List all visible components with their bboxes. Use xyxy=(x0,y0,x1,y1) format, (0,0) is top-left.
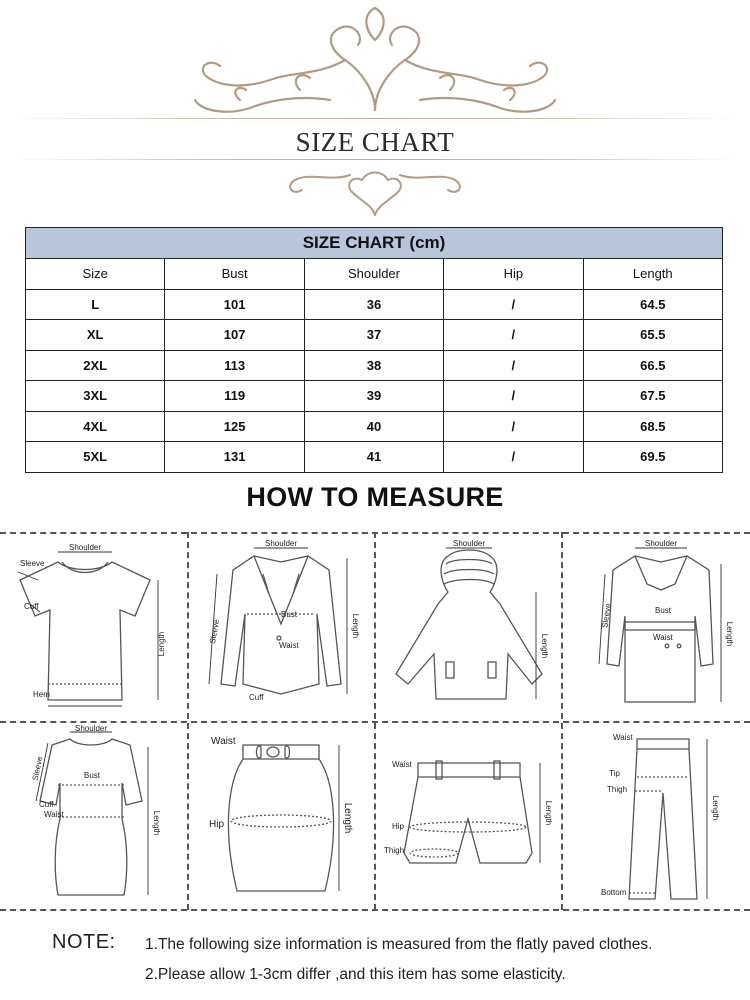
table-cell: 65.5 xyxy=(583,320,722,351)
measure-panel-cape xyxy=(376,534,560,720)
label-sleeve: Sleeve xyxy=(207,618,222,645)
label-hip: Hip xyxy=(392,822,405,831)
table-cell: 131 xyxy=(165,442,304,473)
table-cell: 39 xyxy=(304,381,443,412)
table-cell: 101 xyxy=(165,289,304,320)
label-thigh: Thigh xyxy=(607,785,628,794)
note-line-2: 2.Please allow 1-3cm differ ,and this item has some elasticity. xyxy=(145,966,566,983)
label-shoulder: Shoulder xyxy=(452,539,486,548)
table-cell: 38 xyxy=(304,350,443,381)
label-bust: Bust xyxy=(655,606,672,615)
table-cell: / xyxy=(444,381,583,412)
label-length: Length xyxy=(540,633,549,659)
table-cell: / xyxy=(444,350,583,381)
label-length: Length xyxy=(351,613,360,639)
trousers-icon xyxy=(563,723,749,908)
pencil-skirt-icon xyxy=(189,723,373,908)
label-shoulder: Shoulder xyxy=(264,539,298,548)
ornament-bottom xyxy=(0,160,750,220)
column-header-size: Size xyxy=(26,259,165,290)
table-cell: 41 xyxy=(304,442,443,473)
measure-panel-coat xyxy=(563,534,749,720)
label-sleeve: Sleeve xyxy=(20,559,45,568)
label-waist: Waist xyxy=(653,633,673,642)
table-cell: 125 xyxy=(165,411,304,442)
label-waist: Waist xyxy=(211,736,236,747)
note-line-1: 1.The following size information is measured from the flatly paved clothes. xyxy=(145,936,653,953)
table-cell: / xyxy=(444,320,583,351)
table-row xyxy=(26,381,723,412)
table-cell: 40 xyxy=(304,411,443,442)
label-tip: Tip xyxy=(609,769,620,778)
label-hip: Hip xyxy=(209,819,225,830)
size-chart-table xyxy=(25,227,723,473)
table-cell: 67.5 xyxy=(583,381,722,412)
measure-panel-trousers xyxy=(563,723,749,908)
label-thigh: Thigh xyxy=(384,846,405,855)
dress-icon xyxy=(0,723,186,908)
table-cell: L xyxy=(26,289,165,320)
label-length: Length xyxy=(711,795,720,821)
label-shoulder: Shoulder xyxy=(68,543,102,552)
label-waist: Waist xyxy=(44,810,64,819)
label-bottom: Bottom xyxy=(601,888,627,897)
measure-panel-dress xyxy=(0,723,186,908)
table-row xyxy=(26,442,723,473)
table-cell: 37 xyxy=(304,320,443,351)
label-shoulder: Shoulder xyxy=(74,724,108,733)
table-cell: / xyxy=(444,289,583,320)
column-header-hip: Hip xyxy=(444,259,583,290)
table-header-row xyxy=(26,259,723,290)
measure-panel-skirt xyxy=(189,723,373,908)
label-waist: Waist xyxy=(613,733,633,742)
column-header-shoulder: Shoulder xyxy=(304,259,443,290)
table-row xyxy=(26,320,723,351)
measure-panel-shorts xyxy=(376,723,560,908)
table-cell: 107 xyxy=(165,320,304,351)
table-cell: 4XL xyxy=(26,411,165,442)
how-to-measure-title: HOW TO MEASURE xyxy=(246,482,504,512)
table-cell: 113 xyxy=(165,350,304,381)
table-cell: / xyxy=(444,442,583,473)
table-cell: / xyxy=(444,411,583,442)
label-hem: Hem xyxy=(33,690,50,699)
table-row xyxy=(26,411,723,442)
table-cell: 5XL xyxy=(26,442,165,473)
fur-hood-cape-icon xyxy=(376,534,560,720)
table-cell: 119 xyxy=(165,381,304,412)
shorts-icon xyxy=(376,723,560,908)
page-title: SIZE CHART xyxy=(295,127,455,157)
label-length: Length xyxy=(725,621,734,647)
label-length: Length xyxy=(152,810,161,836)
label-length: Length xyxy=(157,631,166,657)
label-sleeve: Sleeve xyxy=(30,755,45,782)
measure-panel-blazer xyxy=(189,534,373,720)
table-cell: 66.5 xyxy=(583,350,722,381)
label-waist: Waist xyxy=(392,760,412,769)
trench-coat-icon xyxy=(563,534,749,720)
column-header-length: Length xyxy=(583,259,722,290)
table-caption: SIZE CHART (cm) xyxy=(26,228,723,259)
table-cell: XL xyxy=(26,320,165,351)
table-row xyxy=(26,350,723,381)
table-cell: 3XL xyxy=(26,381,165,412)
tshirt-icon xyxy=(0,534,186,720)
label-bust: Bust xyxy=(84,771,101,780)
label-bust: Bust xyxy=(281,610,298,619)
ornament-top xyxy=(0,0,750,125)
label-cuff: Cuff xyxy=(249,693,264,702)
note-label: NOTE: xyxy=(52,931,116,953)
label-sleeve: Sleeve xyxy=(600,602,613,629)
table-cell: 36 xyxy=(304,289,443,320)
label-cuff: Cuff xyxy=(24,602,39,611)
table-cell: 2XL xyxy=(26,350,165,381)
table-cell: 69.5 xyxy=(583,442,722,473)
column-header-bust: Bust xyxy=(165,259,304,290)
label-length: Length xyxy=(342,802,353,834)
table-cell: 68.5 xyxy=(583,411,722,442)
label-waist: Waist xyxy=(279,641,299,650)
table-cell: 64.5 xyxy=(583,289,722,320)
label-cuff: Cuff xyxy=(39,800,54,809)
label-length: Length xyxy=(544,800,553,826)
table-row xyxy=(26,289,723,320)
blazer-icon xyxy=(189,534,373,720)
label-shoulder: Shoulder xyxy=(644,539,678,548)
measure-panel-tshirt xyxy=(0,534,186,720)
